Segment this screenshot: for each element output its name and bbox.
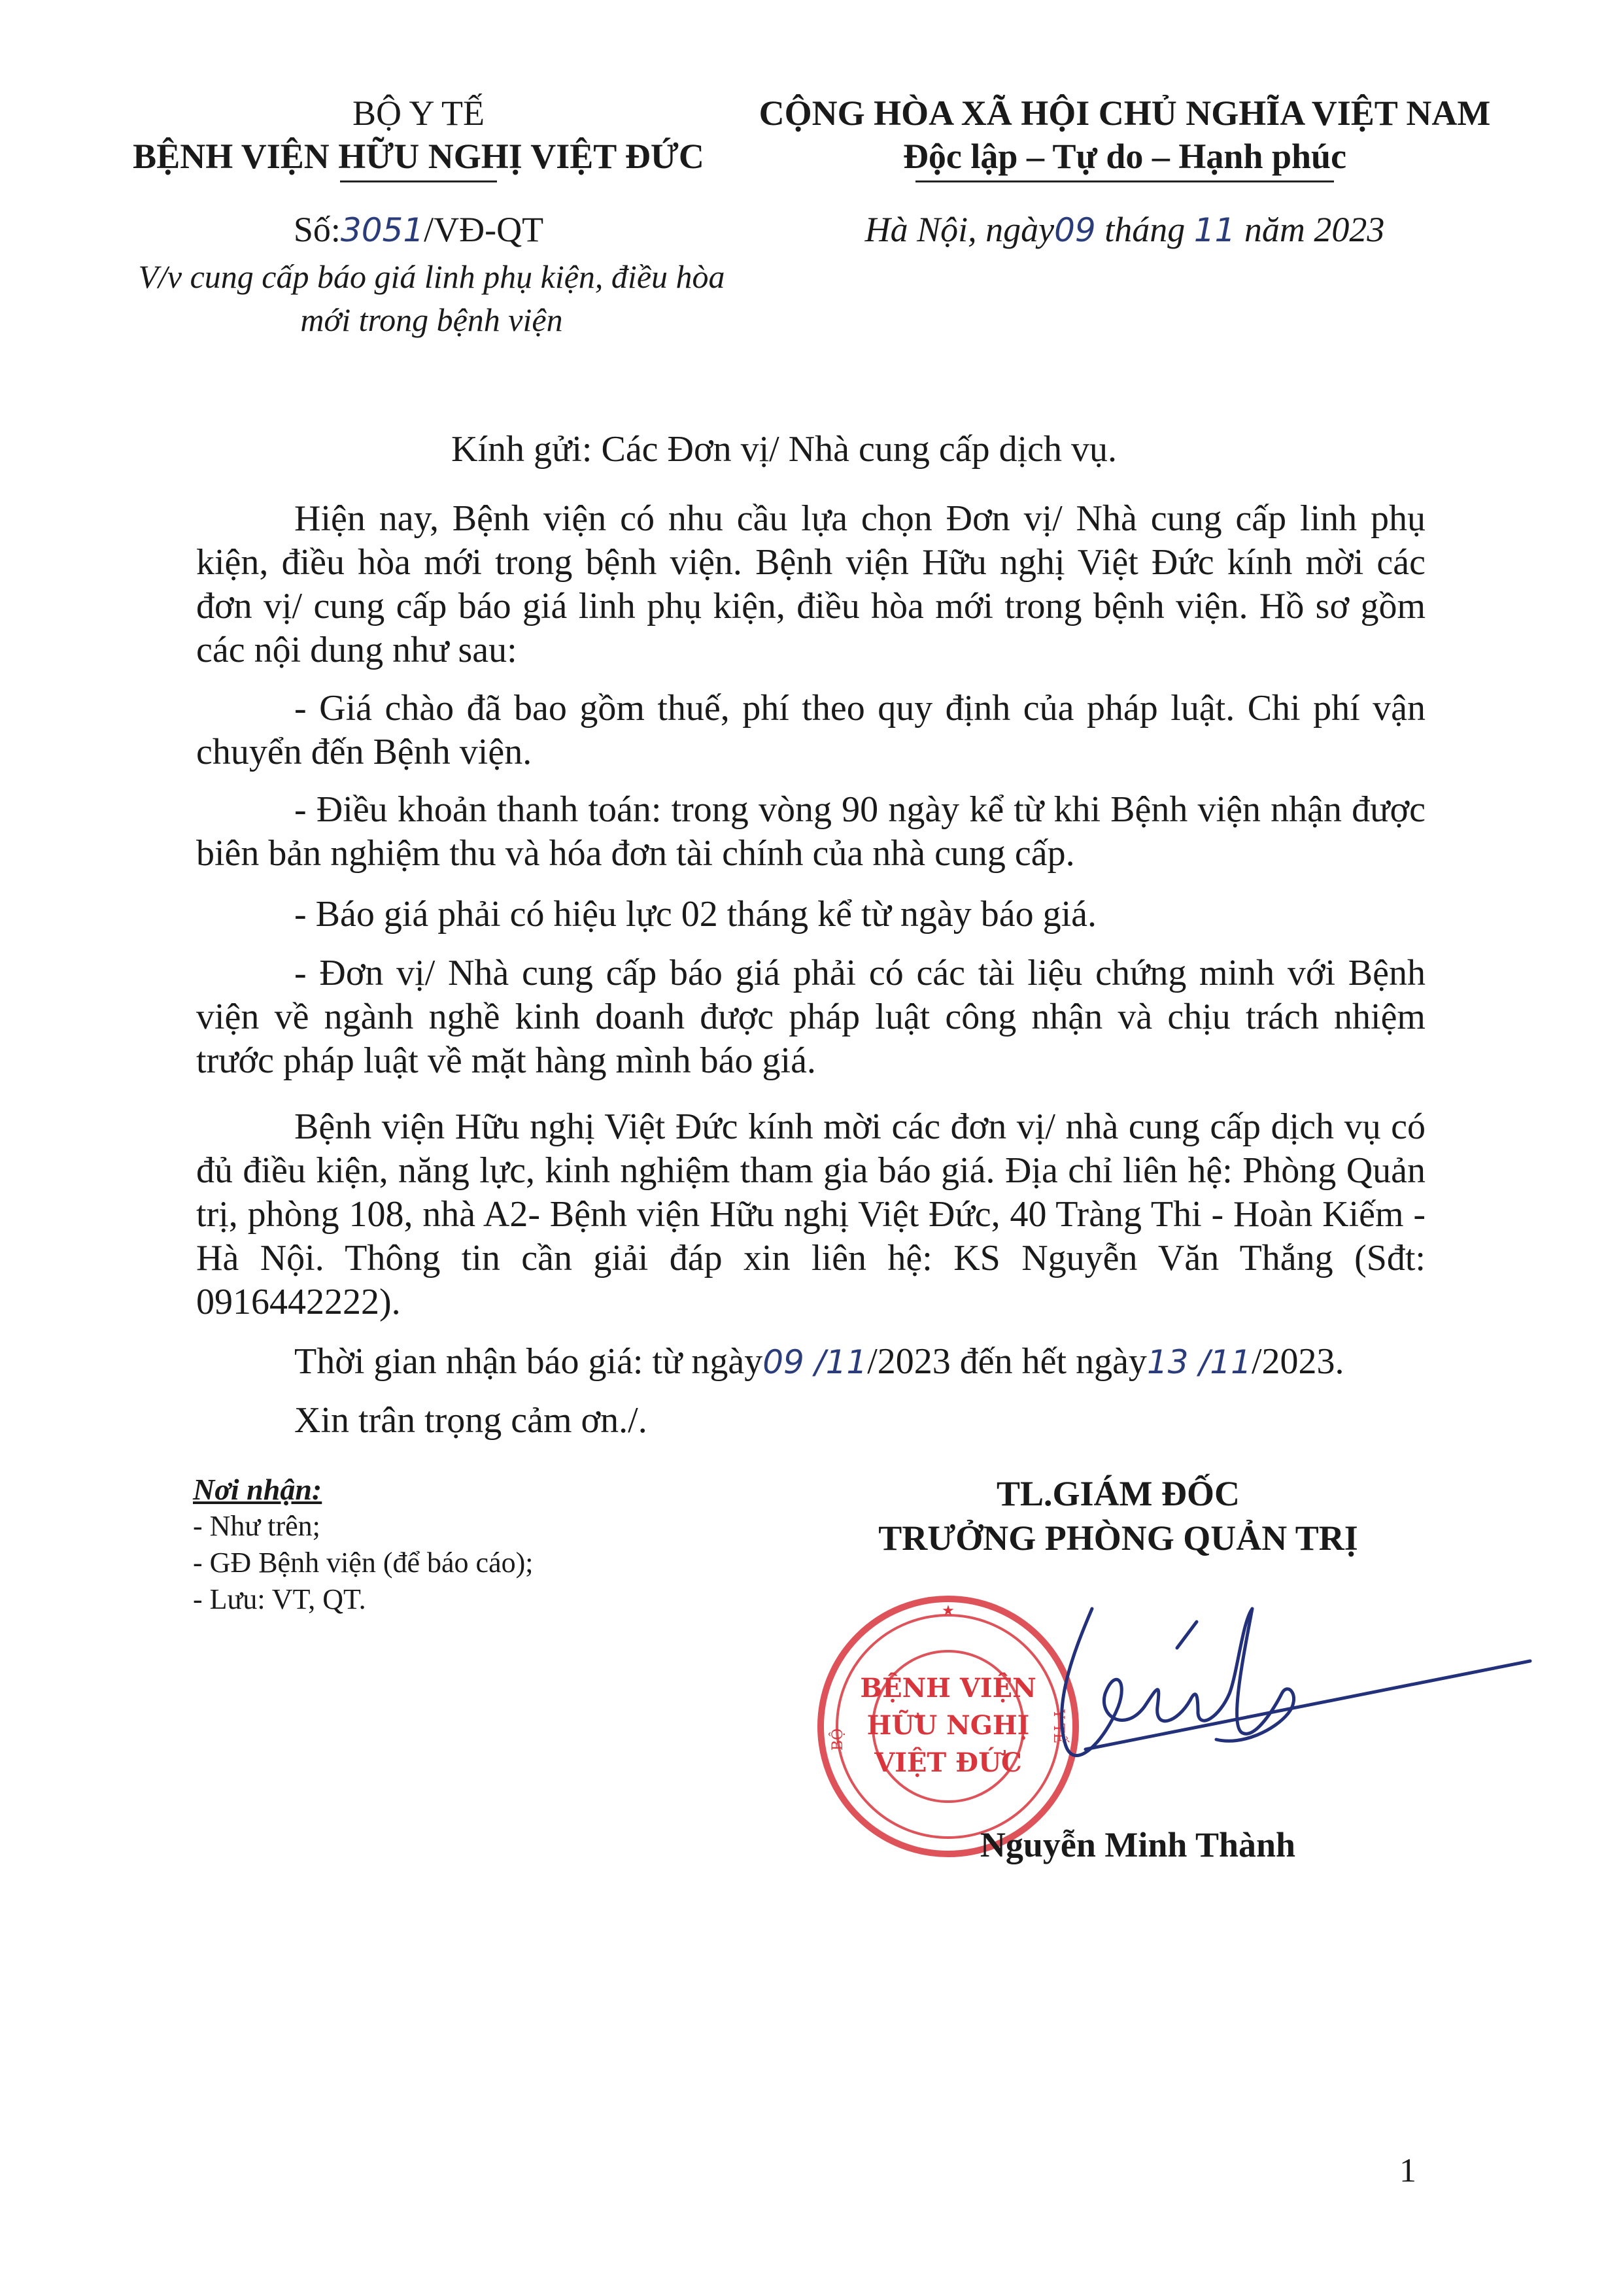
recipients-title: Nơi nhận: <box>193 1473 322 1506</box>
body-paragraph-5: - Đơn vị/ Nhà cung cấp báo giá phải có các tài liệu chứng minh với Bệnh viện về ngành nghề kinh doanh được pháp luật công nhận và chịu trách nhiệm trước pháp luật về mặt hàng mình báo giá. <box>196 953 1426 1081</box>
seal-line-1: BỆNH VIỆN <box>860 1673 1036 1704</box>
svg-text:★: ★ <box>942 1603 955 1619</box>
recipient-item: - GĐ Bệnh viện (để báo cáo); <box>193 1547 534 1579</box>
date-month-handwritten: 11 <box>1193 211 1236 249</box>
doc-number-label: Số: <box>293 210 341 249</box>
signer-name: Nguyễn Minh Thành <box>980 1825 1296 1864</box>
seal-line-2: HỮU NGHỊ <box>866 1710 1030 1741</box>
quote-period-suffix: /2023. <box>1251 1341 1344 1382</box>
header-underline-right <box>915 180 1334 182</box>
seal-side-right: Y TẾ <box>1050 1709 1067 1744</box>
hospital-name: BỆNH VIỆN HỮU NGHỊ VIỆT ĐỨC <box>133 137 704 176</box>
ministry-name: BỘ Y TẾ <box>352 94 485 133</box>
closing-thanks: Xin trân trọng cảm ơn./. <box>294 1400 647 1441</box>
handwritten-signature <box>994 1583 1556 1792</box>
body-paragraph-1: Hiện nay, Bệnh viện có nhu cầu lựa chọn Đơn vị/ Nhà cung cấp linh phụ kiện, điều hòa mới trong bệnh viện. Bệnh viện Hữu nghị Việt Đức kính mời các đơn vị/ cung cấp báo giá linh phụ kiện, điều hòa mới trong bệnh viện. Hồ sơ gồm các nội dung như sau: <box>196 498 1426 670</box>
quote-period <box>294 1341 1344 1382</box>
date-place: Hà Nội, ngày <box>864 210 1055 249</box>
quote-to-date-handwritten: 13 /11 <box>1146 1343 1252 1381</box>
subject-line: V/v cung cấp báo giá linh phụ kiện, điều hòa mới trong bệnh viện <box>138 258 725 338</box>
date-year: năm 2023 <box>1244 210 1385 249</box>
seal-side-left: BỘ <box>830 1728 846 1751</box>
national-header <box>732 92 1517 182</box>
doc-number-handwritten: 3051 <box>340 211 424 249</box>
recipient-item: - Lưu: VT, QT. <box>193 1583 366 1615</box>
body-paragraph-2: - Giá chào đã bao gồm thuế, phí theo quy định của pháp luật. Chi phí vận chuyển đến Bệnh viện. <box>196 688 1426 772</box>
body-paragraph-4: - Báo giá phải có hiệu lực 02 tháng kể từ ngày báo giá. <box>294 894 1097 934</box>
signature-title <box>824 1471 1412 1560</box>
signature-authority: TL.GIÁM ĐỐC <box>996 1474 1240 1513</box>
salutation: Kính gửi: Các Đơn vị/ Nhà cung cấp dịch vụ. <box>451 429 1117 470</box>
issue-date <box>732 209 1517 250</box>
seal-line-3: VIỆT ĐỨC <box>874 1747 1022 1778</box>
signature-position: TRƯỞNG PHÒNG QUẢN TRỊ <box>878 1518 1358 1558</box>
header-underline-left <box>340 180 497 182</box>
republic-title: CỘNG HÒA XÃ HỘI CHỦ NGHĨA VIỆT NAM <box>759 94 1491 133</box>
recipients-block <box>193 1471 533 1618</box>
issuer-header <box>105 92 732 182</box>
doc-number-suffix: /VĐ-QT <box>424 210 544 249</box>
recipient-item: - Như trên; <box>193 1510 320 1542</box>
body-paragraph-3: - Điều khoản thanh toán: trong vòng 90 ngày kể từ khi Bệnh viện nhận được biên bản nghiệm thu và hóa đơn tài chính của nhà cung cấp. <box>196 789 1426 874</box>
page-number: 1 <box>1399 2152 1416 2189</box>
document-number <box>105 209 732 250</box>
date-day-handwritten: 09 <box>1054 211 1096 249</box>
quote-from-date-handwritten: 09 /11 <box>762 1343 868 1381</box>
date-month-label: tháng <box>1104 210 1186 249</box>
quote-period-prefix: Thời gian nhận báo giá: từ ngày <box>294 1341 763 1382</box>
quote-period-mid: /2023 đến hết ngày <box>867 1341 1147 1382</box>
national-motto: Độc lập – Tự do – Hạnh phúc <box>902 137 1347 176</box>
body-paragraph-6: Bệnh viện Hữu nghị Việt Đức kính mời các đơn vị/ nhà cung cấp dịch vụ có đủ điều kiện, năng lực, kinh nghiệm tham gia báo giá. Địa chỉ liên hệ: Phòng Quản trị, phòng 108, nhà A2- Bệnh viện Hữu nghị Việt Đức, 40 Tràng Thi - Hoàn Kiếm - Hà Nội. Thông tin cần giải đáp xin liên hệ: KS Nguyễn Văn Thắng (Sđt: 0916442222). <box>196 1106 1426 1322</box>
